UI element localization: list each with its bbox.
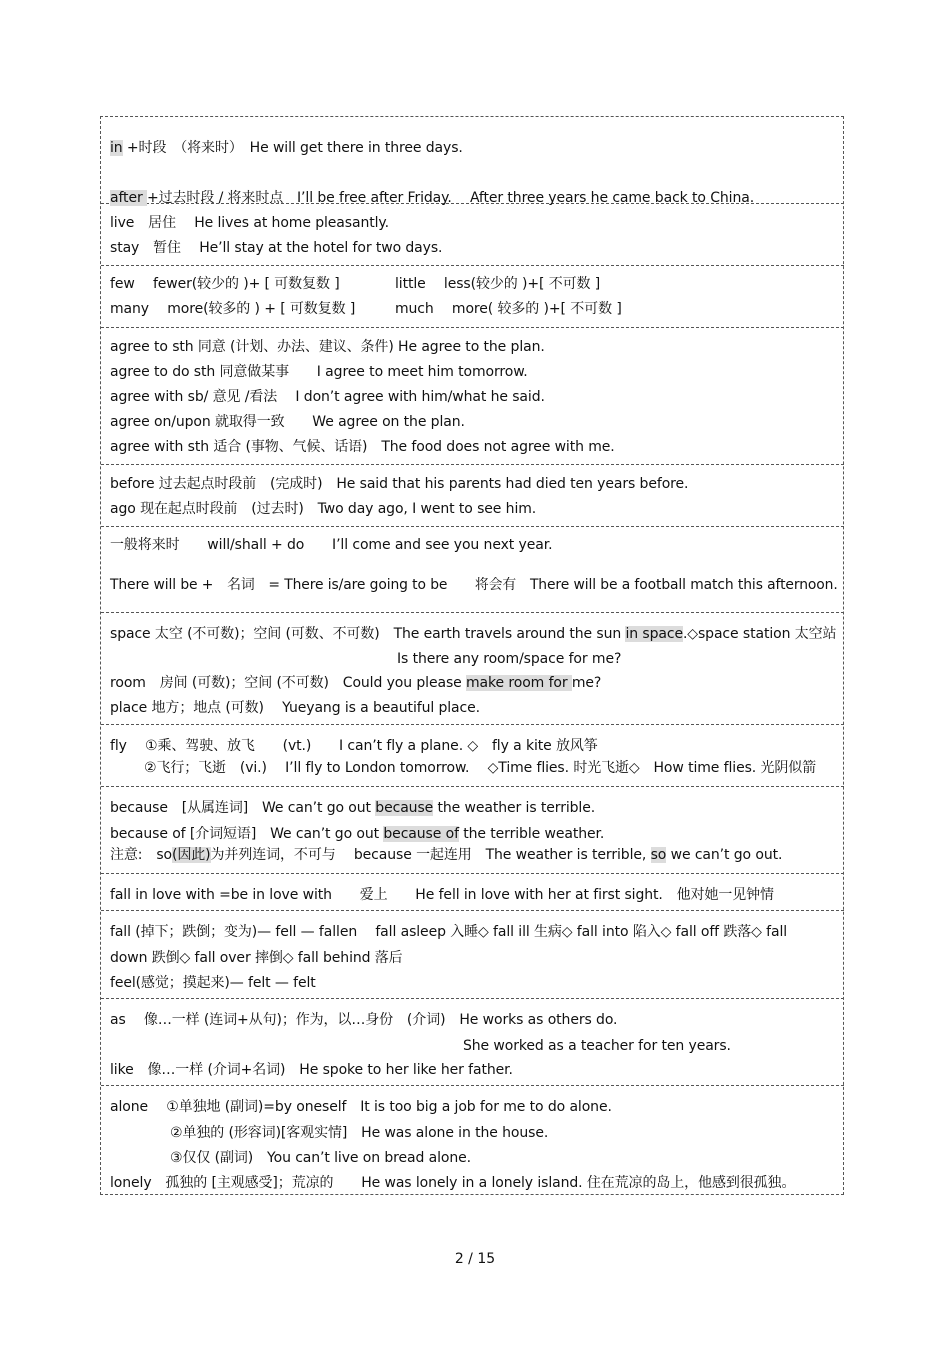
highlighted-phrase: in space xyxy=(625,626,683,642)
text-segment: like 像…一样 (介词+名词) He spoke to her like her father. xyxy=(110,1062,513,1078)
text-segment: agree to sth 同意 (计划、办法、建议、条件) He agree to the plan. xyxy=(110,339,545,355)
text-segment: little less(较少的 )+[ 不可数 ] xyxy=(395,276,601,292)
text-segment: before 过去起点时段前 (完成时) He said that his parents had died ten years before. xyxy=(110,476,689,492)
text-segment: She worked as a teacher for ten years. xyxy=(463,1038,731,1054)
text-line xyxy=(110,825,604,843)
text-line xyxy=(110,139,463,157)
highlighted-phrase: in xyxy=(110,140,123,156)
text-segment: stay 暂住 He’ll stay at the hotel for two days. xyxy=(110,240,443,256)
text-line xyxy=(110,674,601,692)
text-segment: the terrible weather. xyxy=(458,826,605,842)
text-line xyxy=(110,1098,612,1116)
text-segment: lonely 孤独的 [主观感受]；荒凉的 He was lonely in a lonely island. 住在荒凉的岛上，他感到很孤独。 xyxy=(110,1175,796,1191)
text-segment: because [从属连词] We can’t go out xyxy=(110,800,376,816)
separator xyxy=(101,724,844,725)
highlighted-phrase: because xyxy=(375,800,434,816)
text-segment: There will be + 名词 = There is/are going to be 将会有 There will be a football match this afternoon. xyxy=(110,577,838,593)
text-segment: space 太空 (不可数)；空间 (可数、不可数) The earth travels around the sun xyxy=(110,626,626,642)
text-segment: room 房间 (可数)；空间 (不可数) Could you please xyxy=(110,675,467,691)
text-line xyxy=(170,1124,548,1142)
text-line xyxy=(110,576,838,594)
text-segment: +过去时段 / 将来时点 I’ll be free after Friday. After three years he came back to China. xyxy=(146,190,755,206)
highlighted-phrase: because of xyxy=(383,826,459,842)
text-line xyxy=(395,275,600,293)
text-segment: 注意: so xyxy=(110,847,172,863)
text-segment: ago 现在起点时段前 (过去时) Two day ago, I went to see him. xyxy=(110,501,537,517)
text-line xyxy=(110,338,545,356)
text-segment: me? xyxy=(571,675,602,691)
separator xyxy=(101,526,844,527)
text-segment: place 地方；地点 (可数) Yueyang is a beautiful place. xyxy=(110,700,480,716)
text-segment: Is there any room/space for me? xyxy=(397,651,622,667)
separator xyxy=(101,464,844,465)
text-segment: 为并列连词，不可与 because 一起连用 The weather is terrible, xyxy=(210,847,651,863)
text-line xyxy=(110,388,545,406)
text-line xyxy=(110,189,754,207)
highlighted-phrase: after xyxy=(110,190,147,206)
text-segment: ③仅仅 (副词) You can’t live on bread alone. xyxy=(170,1150,471,1166)
text-line xyxy=(110,699,480,717)
text-line xyxy=(110,1061,513,1079)
text-line xyxy=(110,438,615,456)
text-line xyxy=(395,300,622,318)
separator xyxy=(101,873,844,874)
highlighted-phrase: so xyxy=(650,847,667,863)
text-line xyxy=(110,1174,795,1192)
highlighted-phrase: (因此) xyxy=(171,847,211,863)
text-line xyxy=(110,214,389,232)
separator xyxy=(101,998,844,999)
text-segment: fall in love with =be in love with 爱上 He fell in love with her at first sight. 他对她一见钟情 xyxy=(110,887,774,903)
separator xyxy=(101,1085,844,1086)
separator xyxy=(101,612,844,613)
text-segment: live 居住 He lives at home pleasantly. xyxy=(110,215,389,231)
text-line xyxy=(110,923,787,941)
text-segment: because of [介词短语] We can’t go out xyxy=(110,826,384,842)
text-line xyxy=(110,536,552,554)
text-line xyxy=(110,974,316,992)
text-segment: +时段 （将来时） He will get there in three days. xyxy=(122,140,463,156)
text-segment: .◇space station 太空站 xyxy=(682,626,837,642)
text-segment: ②飞行；飞逝 (vi.) I’ll fly to London tomorrow. ◇Time flies. 时光飞逝◇ How time flies. 光阴似箭 xyxy=(144,760,817,776)
text-line xyxy=(110,300,355,318)
highlighted-phrase: make room for xyxy=(466,675,572,691)
text-segment: few fewer(较少的 )+ [ 可数复数 ] xyxy=(110,276,340,292)
text-line xyxy=(110,737,598,755)
text-segment: fall (掉下；跌倒；变为)— fell — fallen fall asleep 入睡◇ fall ill 生病◇ fall into 陷入◇ fall off 跌落◇ fall xyxy=(110,924,788,940)
text-segment: 一般将来时 will/shall + do I’ll come and see you next year. xyxy=(110,537,553,553)
text-segment: feel(感觉；摸起来)— felt — felt xyxy=(110,975,316,991)
separator xyxy=(101,786,844,787)
text-line xyxy=(110,949,403,967)
text-line xyxy=(110,239,442,257)
text-segment: ②单独的 (形容词)[客观实情] He was alone in the house. xyxy=(170,1125,549,1141)
text-segment: much more( 较多的 )+[ 不可数 ] xyxy=(395,301,622,317)
text-segment: we can’t go out. xyxy=(666,847,783,863)
text-line xyxy=(397,650,621,668)
text-segment: agree with sth 适合 (事物、气候、话语) The food does not agree with me. xyxy=(110,439,615,455)
text-line xyxy=(110,799,595,817)
text-line xyxy=(110,363,528,381)
text-segment: the weather is terrible. xyxy=(433,800,596,816)
text-line xyxy=(170,1149,471,1167)
text-line xyxy=(110,1011,617,1029)
page-number: 2 / 15 xyxy=(454,1251,496,1267)
text-line xyxy=(110,413,465,431)
text-segment: many more(较多的 ) + [ 可数复数 ] xyxy=(110,301,356,317)
text-line xyxy=(110,886,774,904)
text-segment: as 像…一样 (连词+从句)；作为，以…身份 (介词) He works as others do. xyxy=(110,1012,618,1028)
text-line xyxy=(110,846,782,864)
text-segment: alone ①单独地 (副词)=by oneself It is too big a job for me to do alone. xyxy=(110,1099,612,1115)
text-line xyxy=(110,275,340,293)
text-segment: agree with sb/ 意见 /看法 I don’t agree with him/what he said. xyxy=(110,389,545,405)
text-segment: fly ①乘、驾驶、放飞 (vt.) I can’t fly a plane. ◇ fly a kite 放风筝 xyxy=(110,738,598,754)
text-segment: agree to do sth 同意做某事 I agree to meet him tomorrow. xyxy=(110,364,528,380)
text-segment: agree on/upon 就取得一致 We agree on the plan. xyxy=(110,414,465,430)
text-line xyxy=(110,500,536,518)
text-segment: down 跌倒◇ fall over 摔倒◇ fall behind 落后 xyxy=(110,950,403,966)
text-line xyxy=(110,475,688,493)
text-line xyxy=(144,759,816,777)
text-line xyxy=(463,1037,731,1055)
separator xyxy=(101,265,844,266)
text-line xyxy=(110,625,836,643)
separator xyxy=(101,327,844,328)
separator xyxy=(101,910,844,911)
